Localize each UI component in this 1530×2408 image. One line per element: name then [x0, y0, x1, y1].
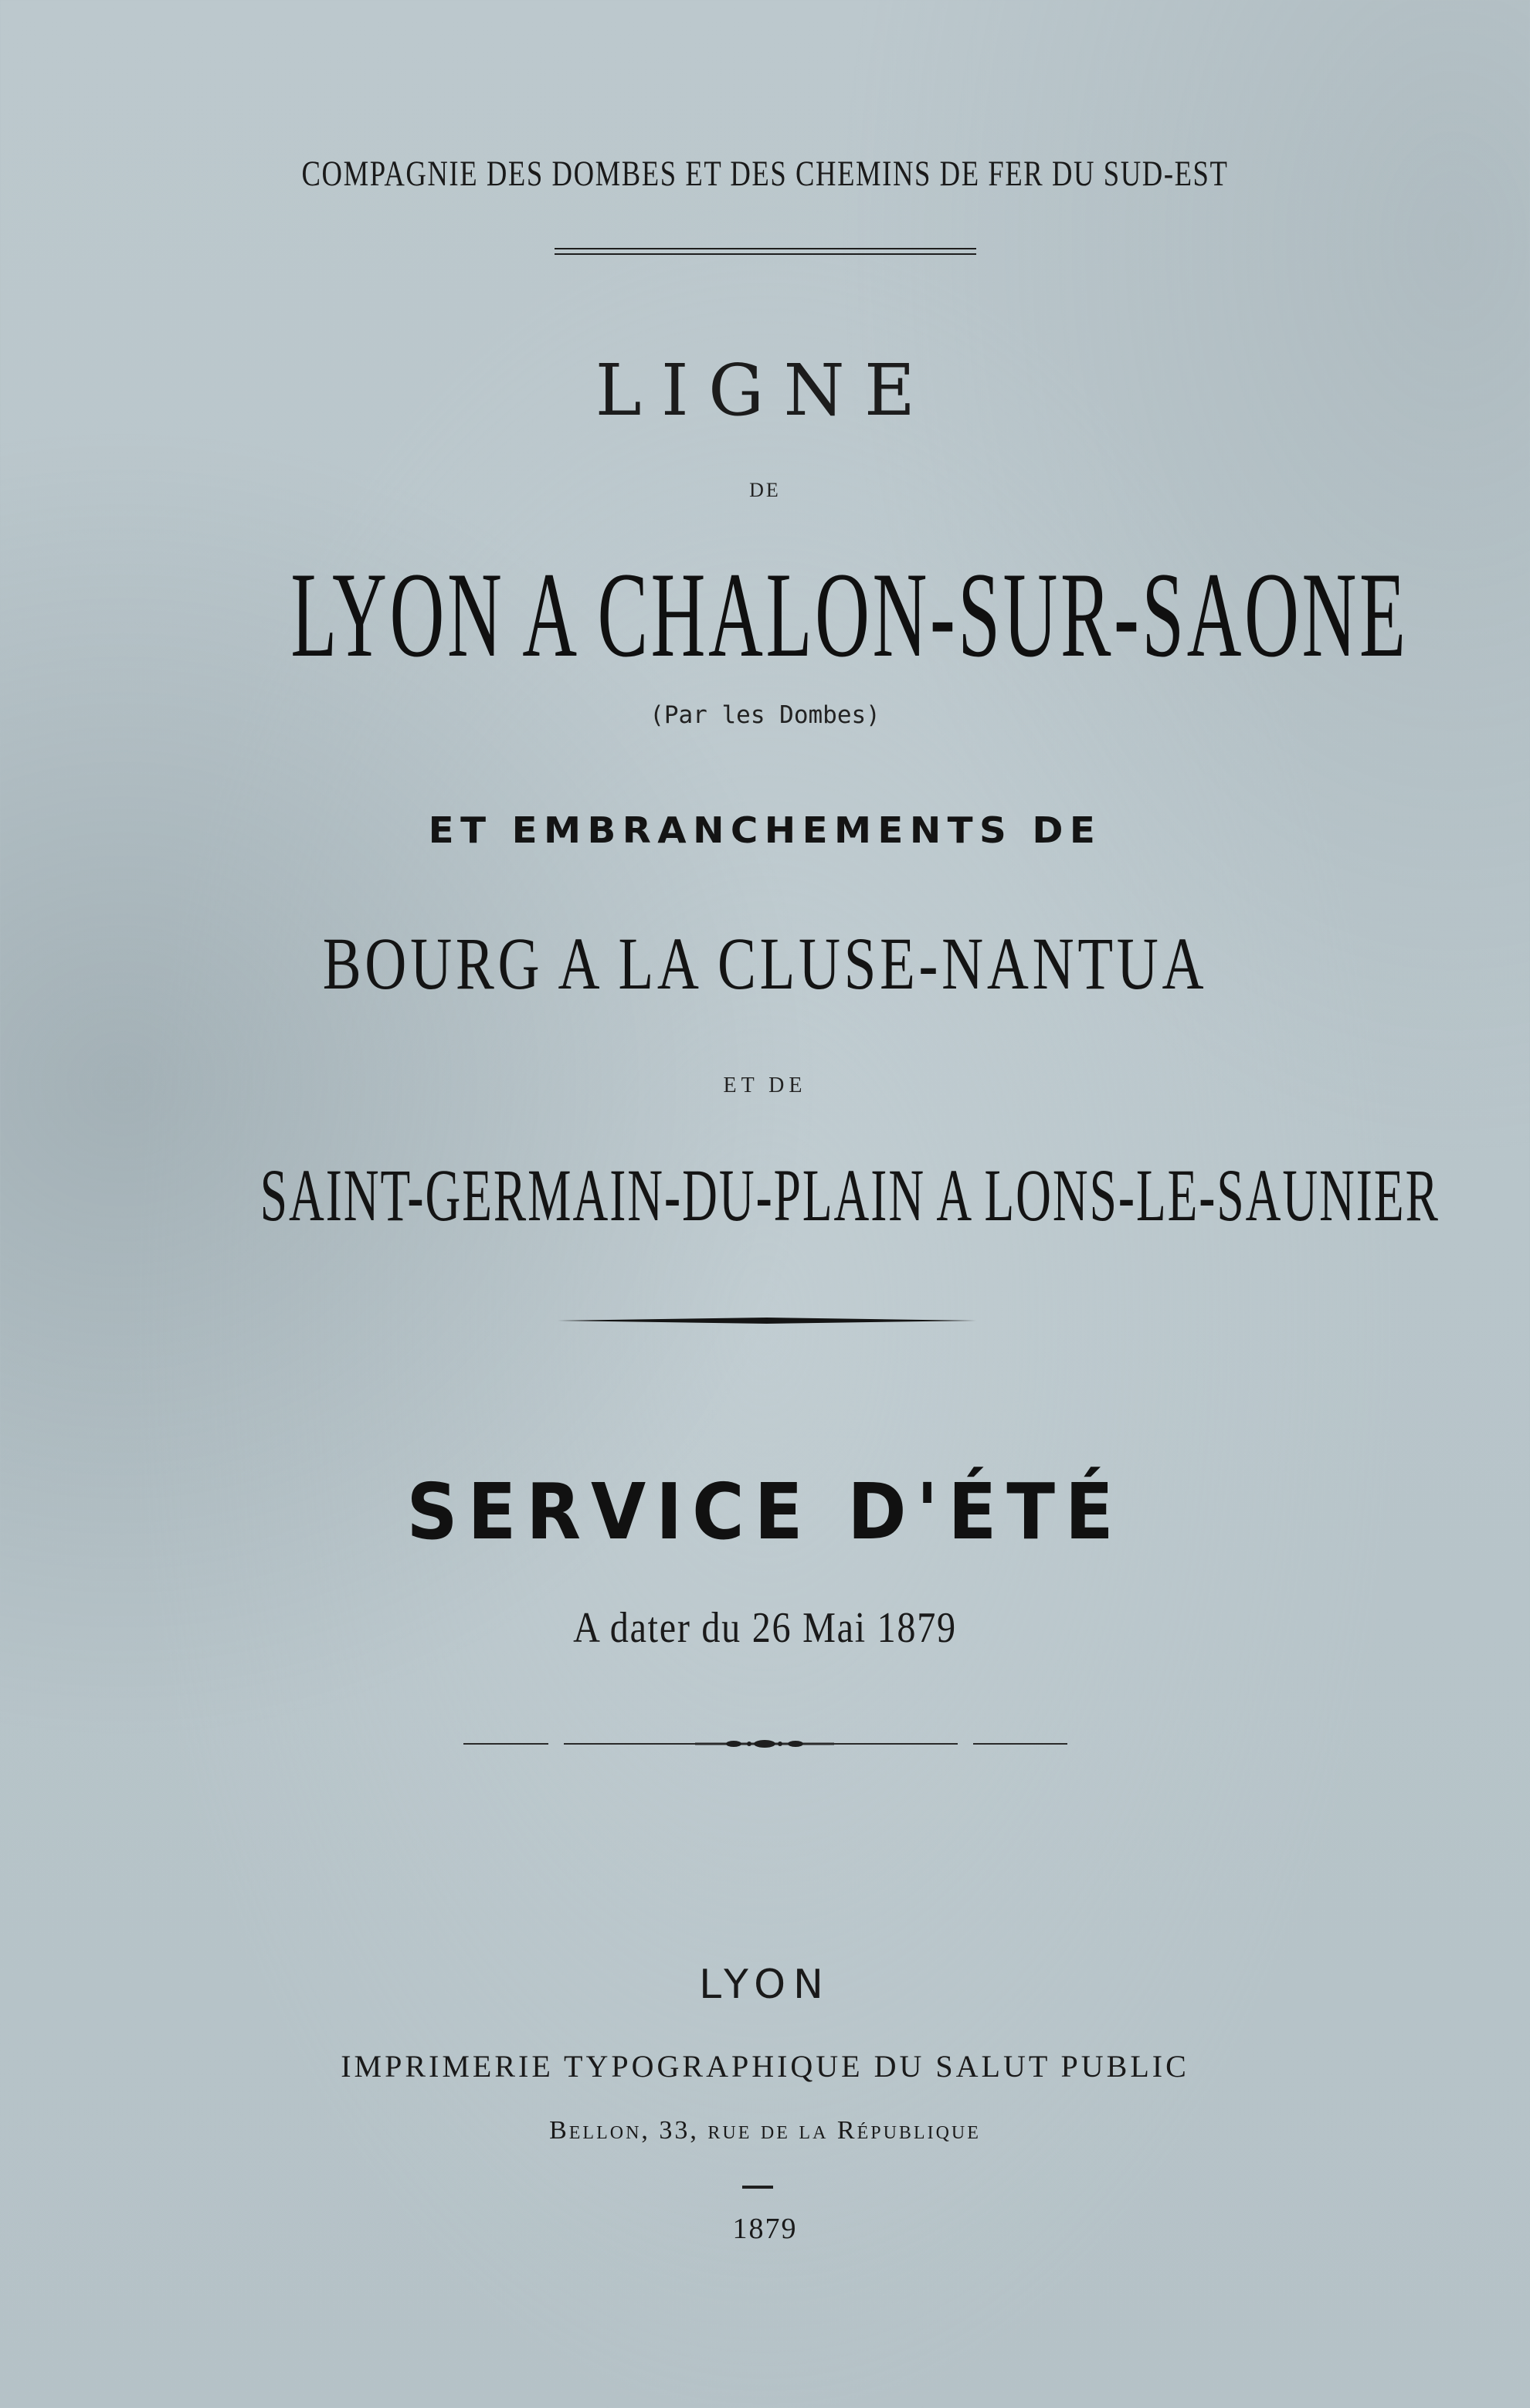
ornamental-rule	[463, 1735, 1067, 1753]
main-route-title: LYON A CHALON-SUR-SAONE	[290, 548, 1409, 683]
double-rule-top	[555, 246, 976, 258]
ligne-heading: LIGNE	[595, 349, 935, 432]
de-connector: DE	[749, 479, 781, 501]
et-de-connector: ET DE	[723, 1073, 807, 1097]
publication-year: 1879	[732, 2213, 798, 2245]
via-note: (Par les Dombes)	[650, 701, 880, 729]
branch-saint-germain-title: SAINT-GERMAIN-DU-PLAIN A LONS-LE-SAUNIER	[260, 1154, 1440, 1236]
printer-name: IMPRIMERIE TYPOGRAPHIQUE DU SALUT PUBLIC	[341, 2049, 1189, 2084]
printing-city: LYON	[699, 1962, 831, 2008]
company-name: COMPAGNIE DES DOMBES ET DES CHEMINS DE FER DU SUD-EST	[301, 154, 1229, 194]
service-title: SERVICE D'ÉTÉ	[406, 1467, 1124, 1557]
thick-thin-rule	[558, 1314, 976, 1327]
branch-bourg-title: BOURG A LA CLUSE-NANTUA	[322, 922, 1208, 1005]
branches-heading: ET EMBRANCHEMENTS DE	[428, 809, 1102, 851]
printer-address: Bellon, 33, rue de la République	[549, 2116, 981, 2145]
short-dash	[742, 2186, 773, 2189]
effective-date: A dater du 26 Mai 1879	[573, 1604, 957, 1652]
